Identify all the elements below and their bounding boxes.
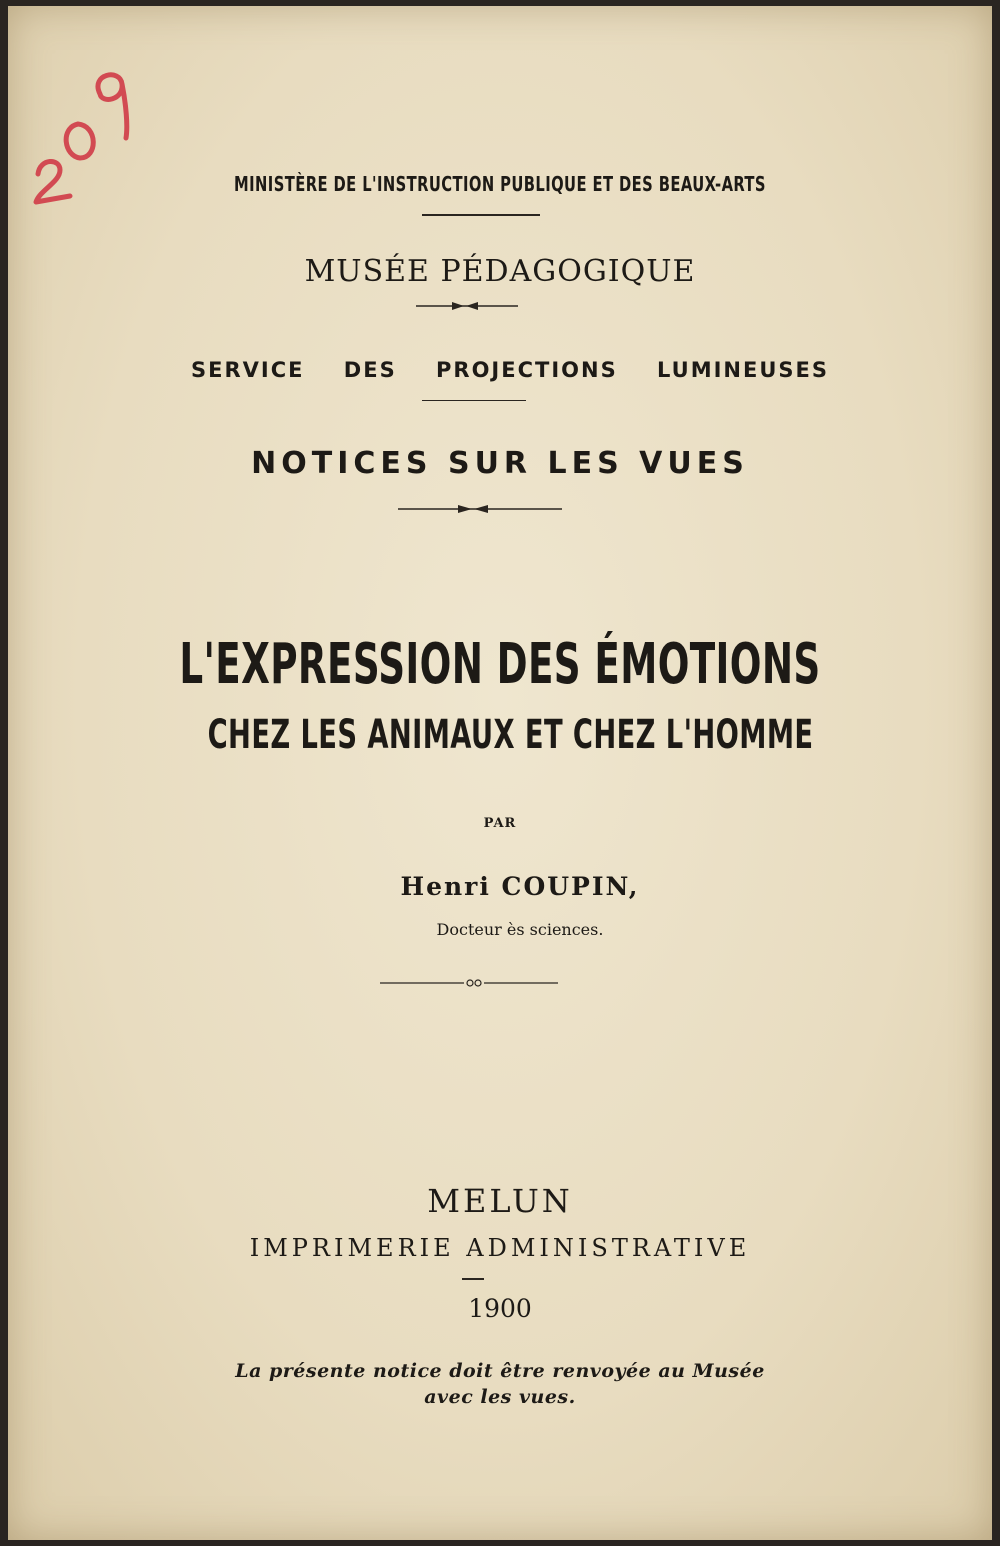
divider-rule-3: [462, 1278, 484, 1280]
document-page: [8, 6, 992, 1540]
ornament-divider-2: [396, 502, 576, 516]
ornament-divider-3: [378, 976, 558, 990]
subtitle: CHEZ LES ANIMAUX ET CHEZ L'HOMME: [207, 712, 814, 758]
return-note-line-1: La présente notice doit être renvoyée au Musée: [235, 1360, 765, 1382]
city: MELUN: [427, 1182, 573, 1220]
service-heading: SERVICE DES PROJECTIONS LUMINEUSES: [191, 358, 829, 382]
ministry-heading: MINISTÈRE DE L'INSTRUCTION PUBLIQUE ET DES BEAUX-ARTS: [234, 172, 766, 196]
divider-rule-2: [422, 400, 526, 401]
author-name: Henri COUPIN,: [400, 872, 640, 901]
notices-heading: NOTICES SUR LES VUES: [251, 446, 749, 481]
main-title: L'EXPRESSION DES ÉMOTIONS: [179, 632, 821, 697]
printer: IMPRIMERIE ADMINISTRATIVE: [249, 1234, 751, 1262]
publication-year: 1900: [468, 1294, 532, 1323]
divider-rule-1: [422, 214, 540, 216]
ornament-divider-1: [414, 299, 594, 313]
by-label: PAR: [483, 816, 517, 831]
museum-heading: MUSÉE PÉDAGOGIQUE: [304, 254, 696, 289]
author-credential: Docteur ès sciences.: [436, 920, 604, 939]
return-note-line-2: avec les vues.: [424, 1386, 576, 1408]
